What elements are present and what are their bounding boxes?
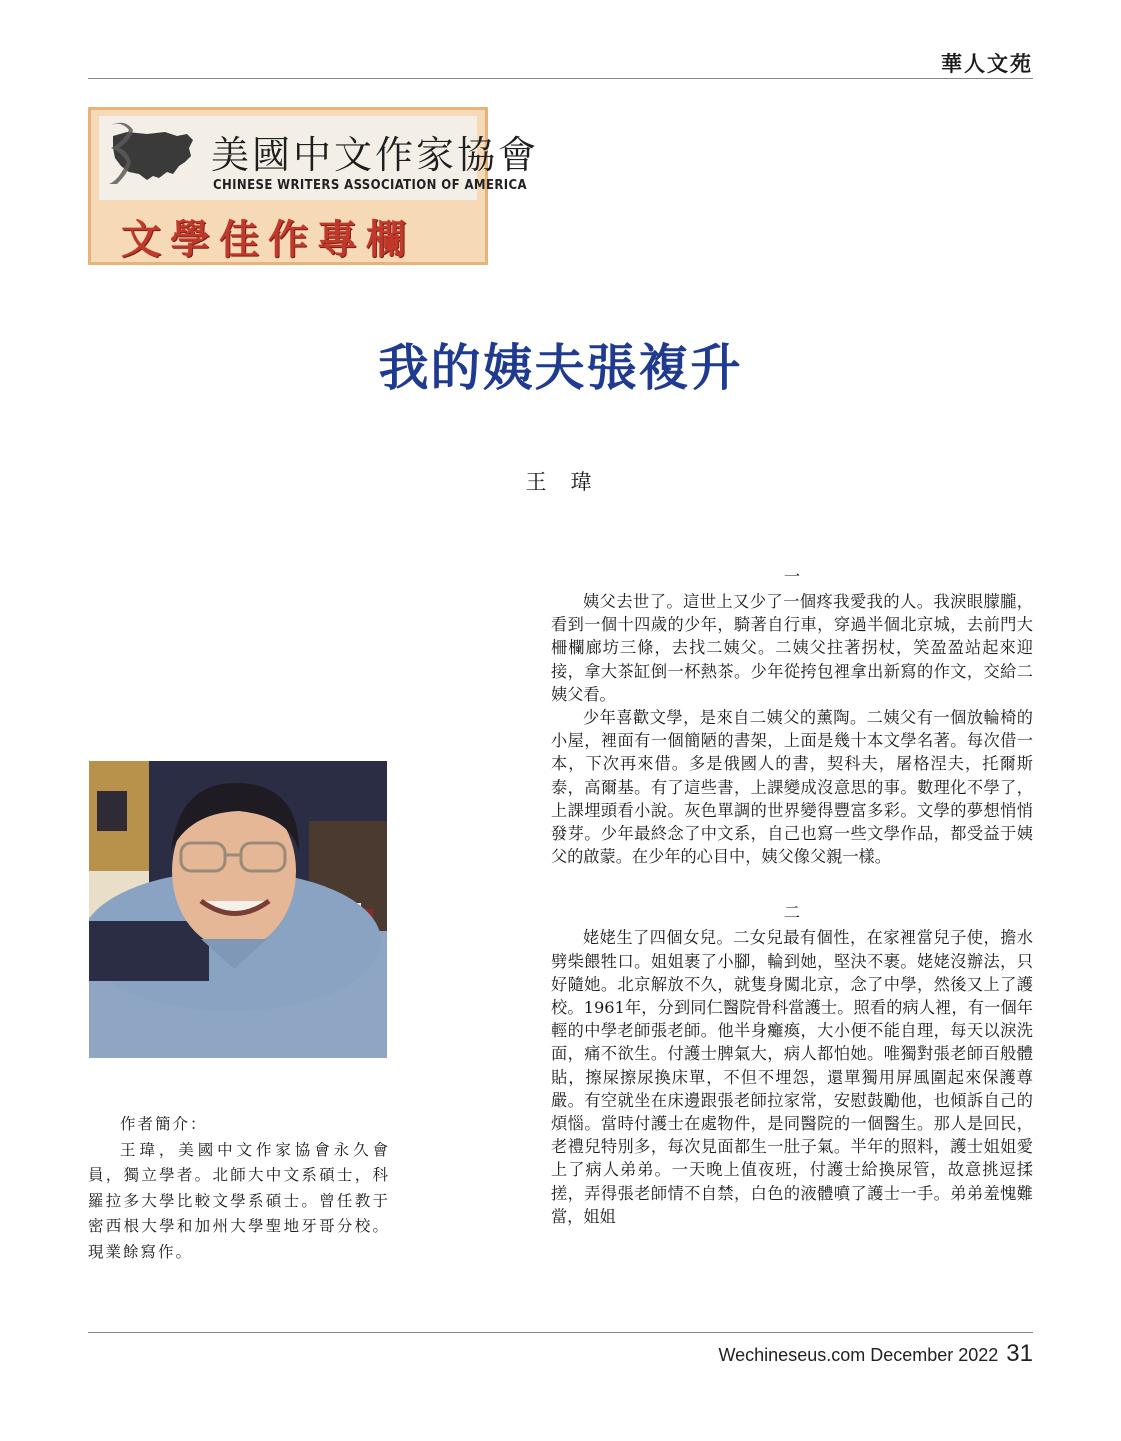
bio-heading: 作者簡介： — [120, 1115, 208, 1133]
author-surname: 王 — [525, 470, 551, 494]
author-bio — [88, 1112, 390, 1265]
article-body — [551, 566, 1033, 1228]
association-logo-banner — [88, 107, 540, 265]
header-rule — [88, 78, 1033, 79]
us-map-icon — [107, 122, 197, 192]
paragraph: 姥姥生了四個女兒。二女兒最有個性，在家裡當兒子使，擔水劈柴餵牲口。姐姐裹了小腳，輪到她，堅決不裹。姥姥沒辦法，只好隨她。北京解放不久，就隻身闖北京，念了中學，然後又上了護校。1961年，分到同仁醫院骨科當護士。照看的病人裡，有一個年輕的中學老師張老師。他半身癱瘓，大小便不能自理，每天以淚洗面，痛不欲生。付護士脾氣大，病人都怕她。唯獨對張老師百般體貼，擦屎擦尿換床單，不但不埋怨，還單獨用屏風圍起來保護尊嚴。有空就坐在床邊跟張老師拉家常，安慰鼓勵他，也傾訴自己的煩惱。當時付護士在處物件，是同醫院的一個醫生。那人是回民，老禮兒特別多，每次見面都生一肚子氣。半年的照料，護士姐姐愛上了病人弟弟。一天晚上值夜班，付護士給換尿管，故意挑逗揉搓，弄得張老師情不自禁，白色的液體噴了護士一手。弟弟羞愧難當，姐姐 — [551, 928, 1033, 1226]
section-name: 華人文苑 — [941, 51, 1033, 76]
page-footer — [718, 1340, 1033, 1368]
paragraph: 姨父去世了。這世上又少了一個疼我愛我的人。我淚眼朦朧，看到一個十四歲的少年，騎著自行車，穿過半個北京城，去前門大柵欄廊坊三條，去找二姨父。二姨父拄著拐杖，笑盈盈站起來迎接，拿大茶缸倒一杯熱茶。少年從挎包裡拿出新寫的作文，交給二姨父看。 — [551, 592, 1033, 704]
footer-rule — [88, 1332, 1033, 1333]
logo-english-name: CHINESE WRITERS ASSOCIATION OF AMERICA — [213, 178, 527, 193]
author-given-name: 瑋 — [570, 470, 596, 494]
author-byline — [0, 466, 1121, 496]
logo-chinese-name: 美國中文作家協會 — [211, 133, 540, 177]
logo-top-panel — [99, 116, 540, 200]
article-title: 我的姨夫張複升 — [378, 339, 743, 397]
bio-text: 王瑋，美國中文作家協會永久會員，獨立學者。北師大中文系碩士，科羅拉多大學比較文學系碩士。曾任教于密西根大學和加州大學聖地牙哥分校。現業餘寫作。 — [88, 1140, 390, 1261]
page-number: 31 — [1006, 1340, 1033, 1367]
section-number: 二 — [783, 903, 801, 923]
paragraph: 少年喜歡文學，是來自二姨父的薰陶。二姨父有一個放輪椅的小屋，裡面有一個簡陋的書架，上面是幾十本文學名著。每次借一本，下次再來借。多是俄國人的書，契科夫，屠格涅夫，托爾斯泰，高爾基。有了這些書，上課變成沒意思的事。數理化不學了，上課埋頭看小說。灰色單調的世界變得豐富多彩。文學的夢想悄悄發芽。少年最終念了中文系，自己也寫一些文學作品，都受益于姨父的啟蒙。在少年的心目中，姨父像父親一樣。 — [551, 708, 1033, 867]
author-photo — [89, 761, 387, 1058]
section-number: 一 — [783, 567, 801, 586]
footer-site-date: Wechineseus.com December 2022 — [718, 1345, 999, 1365]
column-heading: 文學佳作專欄 — [121, 217, 415, 263]
